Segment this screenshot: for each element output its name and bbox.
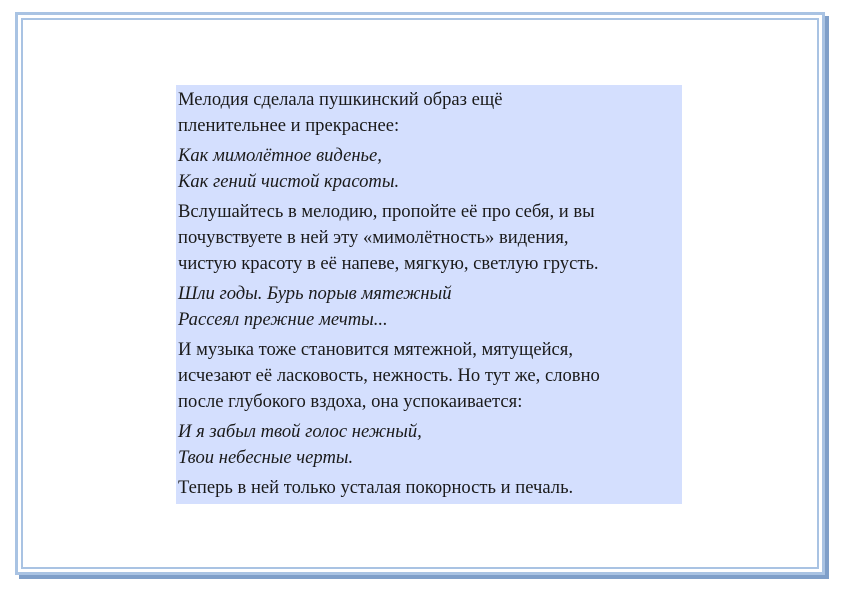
text-line: Мелодия сделала пушкинский образ ещё <box>178 89 503 110</box>
text-line: Вслушайтесь в мелодию, пропойте её про себя, и вы <box>178 201 595 222</box>
verse-quote-3 <box>178 419 680 471</box>
text-line: И музыка тоже становится мятежной, мятущейся, <box>178 339 573 360</box>
verse-line: И я забыл твой голос нежный, <box>178 421 422 442</box>
verse-line: Твои небесные черты. <box>178 447 354 468</box>
verse-line: Как гений чистой красоты. <box>178 171 400 192</box>
frame-shadow-bottom <box>19 575 829 579</box>
text-box <box>176 85 682 504</box>
text-line: почувствуете в ней эту «мимолётность» видения, <box>178 227 569 248</box>
text-line: исчезают её ласковость, нежность. Но тут же, словно <box>178 365 600 386</box>
verse-line: Шли годы. Бурь порыв мятежный <box>178 283 452 304</box>
verse-quote-2 <box>178 281 680 333</box>
paragraph-intro <box>178 87 680 139</box>
text-line: чистую красоту в её напеве, мягкую, светлую грусть. <box>178 253 599 274</box>
verse-line: Как мимолётное виденье, <box>178 145 382 166</box>
text-line: после глубокого вздоха, она успокаивается: <box>178 391 523 412</box>
paragraph-listen <box>178 199 680 277</box>
frame-shadow-right <box>825 16 829 579</box>
text-line: пленительнее и прекраснее: <box>178 115 400 136</box>
paragraph-rebellious <box>178 337 680 415</box>
verse-quote-1 <box>178 143 680 195</box>
verse-line: Рассеял прежние мечты... <box>178 309 388 330</box>
text-line: Теперь в ней только усталая покорность и печаль. <box>178 477 574 498</box>
paragraph-conclusion <box>178 475 680 501</box>
